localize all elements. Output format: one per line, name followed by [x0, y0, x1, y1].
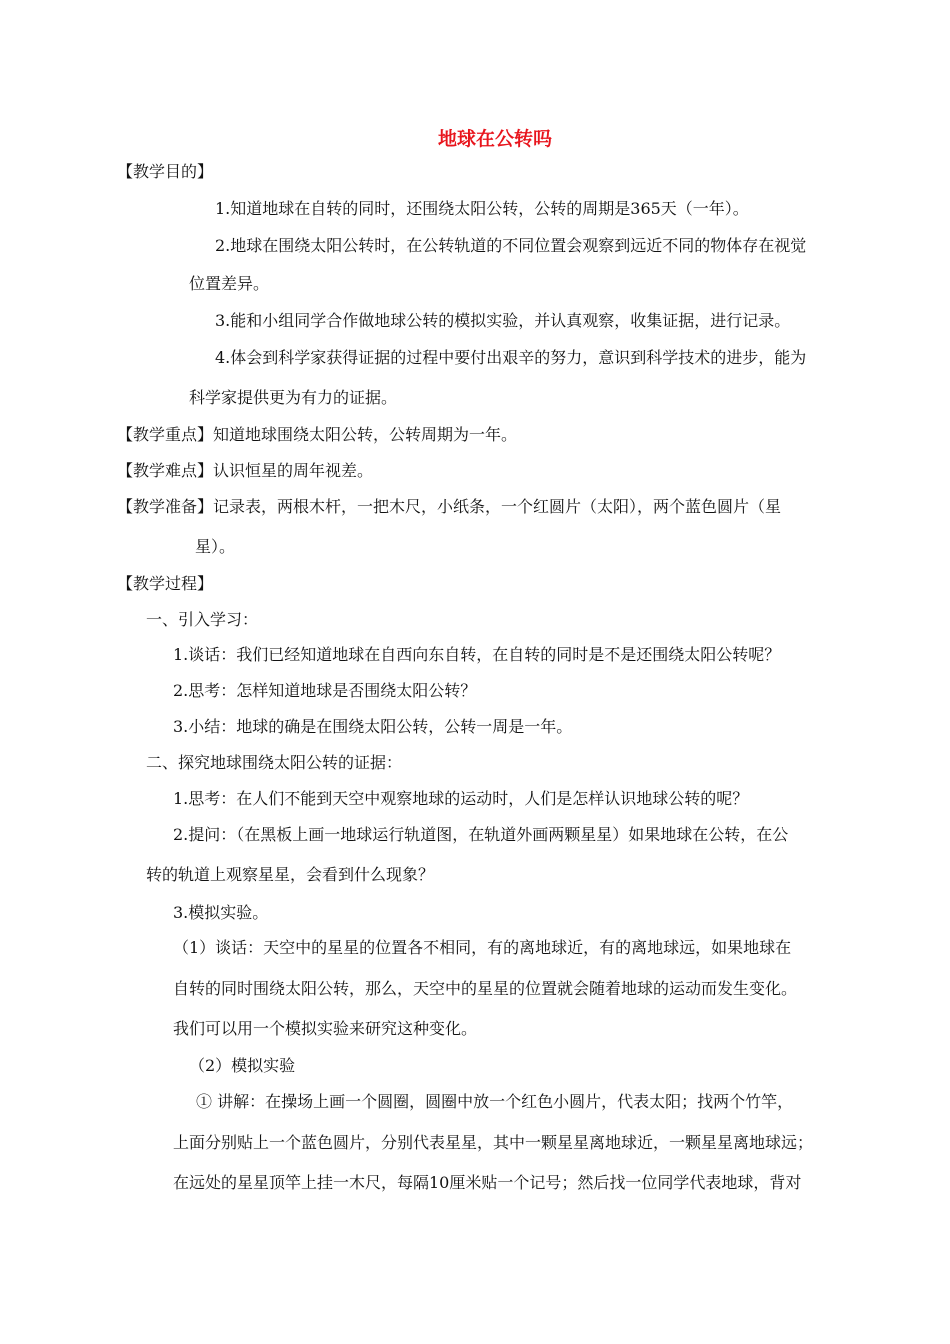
objectives-heading: 【教学目的】	[117, 162, 214, 181]
difficulty: 【教学难点】认识恒星的周年视差。	[117, 461, 374, 480]
part2-heading: 二、探究地球围绕太阳公转的证据：	[146, 753, 403, 772]
part2-item-2-line-2: 转的轨道上观察星星，会看到什么现象？	[146, 865, 435, 884]
sub2-heading: （2）模拟实验	[189, 1056, 296, 1075]
preparation-line-2: 星）。	[195, 537, 236, 556]
part1-item-3: 3.小结：地球的确是在围绕太阳公转，公转一周是一年。	[173, 717, 573, 736]
part1-item-2: 2.思考：怎样知道地球是否围绕太阳公转？	[173, 681, 477, 700]
sub1-line-2: 自转的同时围绕太阳公转，那么，天空中的星星的位置就会随着地球的运动而发生变化。	[173, 979, 798, 998]
explain-line-3: 在远处的星星顶竿上挂一木尺，每隔10厘米贴一个记号；然后找一位同学代表地球，背对	[173, 1173, 802, 1192]
key-point: 【教学重点】知道地球围绕太阳公转，公转周期为一年。	[117, 425, 518, 444]
sub1-line-1: （1）谈话：天空中的星星的位置各不相同，有的离地球近，有的离地球远，如果地球在	[173, 938, 792, 957]
process-heading: 【教学过程】	[117, 574, 214, 593]
objective-item-2-line-1: 2.地球在围绕太阳公转时，在公转轨道的不同位置会观察到远近不同的物体存在视觉	[215, 236, 807, 255]
part2-item-2-line-1: 2.提问：（在黑板上画一地球运行轨道图，在轨道外画两颗星星）如果地球在公转，在公	[173, 825, 789, 844]
objective-item-3: 3.能和小组同学合作做地球公转的模拟实验，并认真观察，收集证据，进行记录。	[215, 311, 791, 330]
part2-item-3: 3.模拟实验。	[173, 903, 269, 922]
sub1-line-3: 我们可以用一个模拟实验来研究这种变化。	[173, 1019, 478, 1038]
explain-line-1: ① 讲解：在操场上画一个圆圈，圆圈中放一个红色小圆片，代表太阳；找两个竹竿，	[196, 1092, 794, 1111]
preparation-line-1: 【教学准备】记录表，两根木杆，一把木尺，小纸条，一个红圆片（太阳），两个蓝色圆片（星	[117, 497, 782, 516]
objective-item-4-line-1: 4.体会到科学家获得证据的过程中要付出艰辛的努力，意识到科学技术的进步，能为	[215, 348, 807, 367]
objective-item-2-line-2: 位置差异。	[189, 274, 270, 293]
explain-line-2: 上面分别贴上一个蓝色圆片，分别代表星星，其中一颗星星离地球近，一颗星星离地球远；	[173, 1133, 814, 1152]
objective-item-1: 1.知道地球在自转的同时，还围绕太阳公转，公转的周期是365天（一年）。	[215, 199, 749, 218]
part1-item-1: 1.谈话：我们已经知道地球在自西向东自转，在自转的同时是不是还围绕太阳公转呢？	[173, 645, 781, 664]
page-title: 地球在公转吗	[437, 128, 552, 150]
objective-item-4-line-2: 科学家提供更为有力的证据。	[189, 388, 398, 407]
part2-item-1: 1.思考：在人们不能到天空中观察地球的运动时，人们是怎样认识地球公转的呢？	[173, 789, 749, 808]
part1-heading: 一、引入学习：	[146, 610, 259, 629]
